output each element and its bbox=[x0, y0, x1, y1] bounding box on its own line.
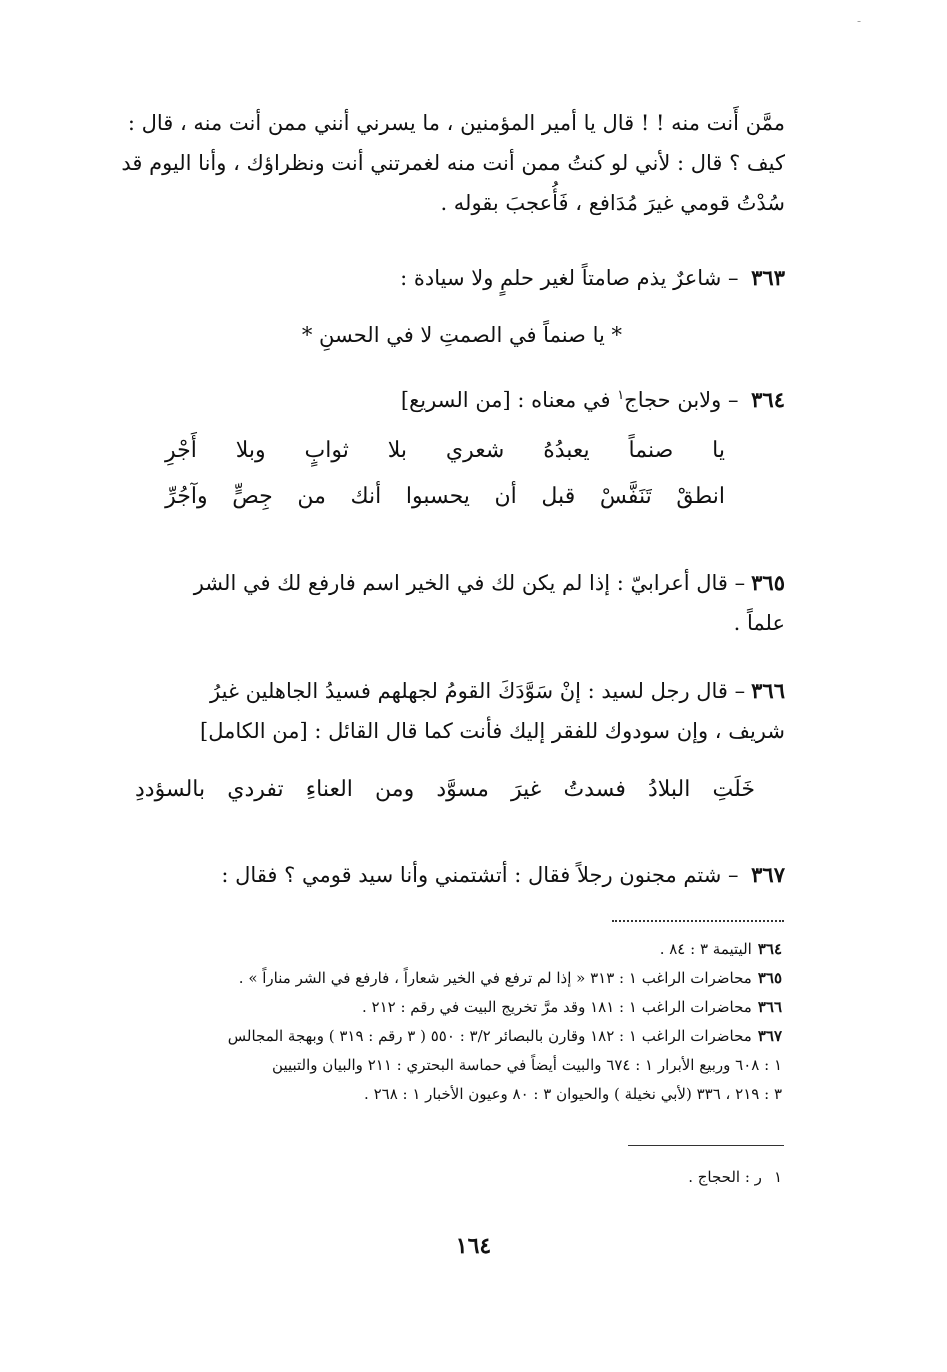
entry-number-365: ٣٦٥ bbox=[751, 570, 785, 595]
verse-word: فسدتُ bbox=[563, 777, 626, 802]
entry-364-verse-line-1 bbox=[165, 438, 725, 463]
footnote-367-cont-2: ٣ : ٢١٩ ، ٣٣٦ (لأبي نخيلة ) والحيوان ٣ : ٨٠ وعيون الأخبار ١ : ٢٦٨ . bbox=[364, 1085, 782, 1103]
entry-364-meter: في معناه : [من السريع] bbox=[400, 388, 618, 412]
verse-word: ثوابٍ bbox=[304, 438, 349, 463]
entry-365-line-1: – قال أعرابيّ : إذا لم يكن لك في الخير اسم فارفع لك في الشر bbox=[193, 571, 746, 595]
verse-word: صنماً bbox=[628, 438, 674, 463]
footnote-365: ٣٦٥محاضرات الراغب ١ : ٣١٣ « إذا لم ترفع في الخير شعاراً ، فارفع في الشر مناراً » . bbox=[238, 969, 782, 987]
entry-number-366: ٣٦٦ bbox=[751, 678, 785, 703]
verse-word: بالسؤددِ bbox=[135, 777, 206, 802]
verse-word: من bbox=[297, 484, 326, 509]
footnote-367: ٣٦٧محاضرات الراغب ١ : ١٨٢ وقارن بالبصائر ٣/٢ : ٥٥٠ ( ٣ رقم : ٣١٩ ) وبهجة المجالس bbox=[227, 1027, 782, 1045]
entry-number-364: ٣٦٤ bbox=[751, 387, 785, 412]
verse-word: تَنَفَّسْ bbox=[599, 484, 652, 509]
footnote-ref-1: ١ bbox=[617, 388, 625, 403]
entry-365-line-2: علماً . bbox=[733, 611, 785, 635]
entry-367-text: – شتم مجنون رجلاً فقال : أتشتمني وأنا سيد قومي ؟ فقال : bbox=[221, 863, 739, 887]
intro-line-1: ممَّن أَنت منه ! ! قال يا أمير المؤمنين ، ما يسرني أنني ممن أنت منه ، قال : bbox=[127, 111, 785, 135]
entry-364-text: – ولابن حجاج bbox=[624, 388, 739, 412]
verse-word: يعبدُهُ bbox=[543, 438, 590, 463]
verse-word: قبل bbox=[541, 484, 576, 509]
page-number: ١٦٤ bbox=[455, 1233, 492, 1259]
footnotes bbox=[102, 935, 782, 1109]
entry-364 bbox=[185, 376, 785, 420]
verse-word: أنك bbox=[350, 484, 382, 509]
verse-word: العناءِ bbox=[305, 777, 353, 802]
intro-line-3: سُدْتُ قومي غيرَ مُدَافع ، فَأُعجبَ بقوله . bbox=[440, 191, 785, 215]
verse-word: شعري bbox=[445, 438, 505, 463]
verse-word: أَجْرِ bbox=[165, 438, 197, 463]
verse-word: وآجُرِّ bbox=[165, 484, 208, 509]
verse-word: يا bbox=[712, 438, 725, 463]
verse-word: ومن bbox=[375, 777, 415, 802]
verse-word: مسوَّد bbox=[436, 777, 489, 802]
entry-364-verse-line-2 bbox=[165, 484, 725, 509]
entry-366-line-1: – قال رجل لسيد : إنْ سَوَّدَكَ القومُ لجهلهم فسيدُ الجاهلين غيرُ bbox=[210, 679, 746, 703]
variant-note: ١ر : الحجاج . bbox=[688, 1168, 782, 1186]
verse-word: خَلَتِ bbox=[712, 777, 755, 802]
entry-366 bbox=[105, 671, 785, 751]
entry-number-363: ٣٦٣ bbox=[751, 265, 785, 290]
entry-367 bbox=[165, 855, 785, 895]
entry-366-verse bbox=[135, 777, 755, 802]
entry-363-text: – شاعرٌ يذم صامتاً لغير حلمٍ ولا سيادة : bbox=[400, 266, 739, 290]
entry-363 bbox=[185, 258, 785, 298]
verse-word: تفردي bbox=[227, 777, 284, 802]
page-corner-mark: - bbox=[856, 14, 861, 28]
footnote-366: ٣٦٦محاضرات الراغب ١ : ١٨١ وقد مرَّ تخريج البيت في رقم : ٢١٢ . bbox=[362, 998, 782, 1016]
verse-word: بلا bbox=[387, 438, 407, 463]
verse-word: البلادُ bbox=[647, 777, 691, 802]
footnote-367-cont-1: ١ : ٦٠٨ وربيع الأبرار ١ : ٦٧٤ والبيت أيضاً في حماسة البحتري : ٢١١ والبيان والتبيين bbox=[272, 1056, 782, 1074]
footnote-separator bbox=[612, 920, 784, 922]
verse-word: جِصٍّ bbox=[232, 484, 273, 509]
variant-note-rule bbox=[628, 1145, 784, 1146]
entry-363-verse: * يا صنماً في الصمتِ لا في الحسنِ * bbox=[301, 323, 622, 347]
verse-word: وبلا bbox=[235, 438, 266, 463]
intro-paragraph bbox=[105, 103, 785, 223]
verse-word: أن bbox=[494, 484, 517, 509]
entry-365 bbox=[105, 563, 785, 643]
verse-word: يحسبوا bbox=[405, 484, 470, 509]
verse-word: غيرَ bbox=[511, 777, 542, 802]
verse-word: انطقْ bbox=[676, 484, 725, 509]
intro-line-2: كيف ؟ قال : لأني لو كنتُ ممن أنت منه لغمرتني أنت ونظراؤك ، وأنا اليوم قد bbox=[121, 151, 785, 175]
footnote-364: ٣٦٤اليتيمة ٣ : ٨٤ . bbox=[659, 940, 782, 958]
entry-number-367: ٣٦٧ bbox=[751, 862, 785, 887]
entry-366-line-2: شريف ، وإن سودوك للفقر إليك فأنت كما قال القائل : [من الكامل] bbox=[200, 719, 785, 743]
